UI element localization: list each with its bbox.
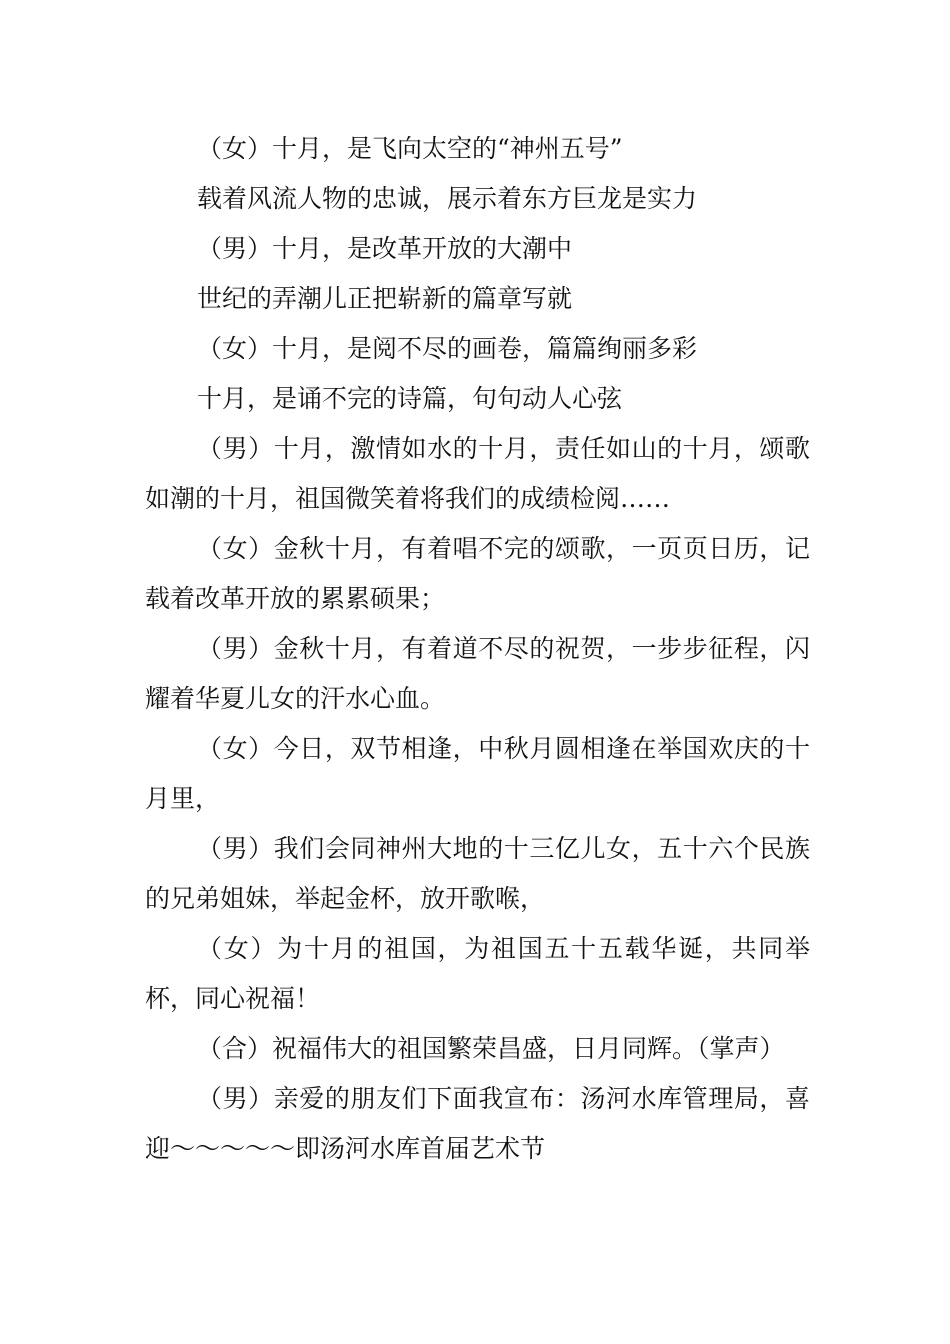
- paragraph-7: （男）十月，激情如水的十月，责任如山的十月，颂歌如潮的十月，祖国微笑着将我们的成绩检阅……: [145, 434, 810, 513]
- paragraph-6: 十月，是诵不完的诗篇，句句动人心弦: [197, 384, 623, 413]
- paragraph-4: 世纪的弄潮儿正把崭新的篇章写就: [197, 284, 573, 313]
- paragraph-12: （女）为十月的祖国，为祖国五十五载华诞，共同举杯，同心祝福！: [145, 934, 810, 1013]
- paragraph-2: 载着风流人物的忠诚，展示着东方巨龙是实力: [197, 184, 698, 213]
- paragraph-14: （男）亲爱的朋友们下面我宣布：汤河水库管理局，喜迎～～～～～即汤河水库首届艺术节: [145, 1084, 810, 1163]
- paragraph-9: （男）金秋十月，有着道不尽的祝贺，一步步征程，闪耀着华夏儿女的汗水心血。: [145, 634, 810, 713]
- paragraph-8: （女）金秋十月，有着唱不完的颂歌，一页页日历，记载着改革开放的累累硕果；: [145, 534, 810, 613]
- paragraph-11: （男）我们会同神州大地的十三亿儿女，五十六个民族的兄弟姐妹，举起金杯，放开歌喉，: [145, 834, 810, 913]
- paragraph-1: （女）十月，是飞向太空的“神州五号”: [197, 134, 623, 163]
- document-body: [145, 124, 810, 1174]
- paragraph-10: （女）今日，双节相逢，中秋月圆相逢在举国欢庆的十月里，: [145, 734, 810, 813]
- paragraph-5: （女）十月，是阅不尽的画卷，篇篇绚丽多彩: [197, 334, 698, 363]
- paragraph-13: （合）祝福伟大的祖国繁荣昌盛，日月同辉。（掌声）: [197, 1034, 785, 1063]
- paragraph-3: （男）十月，是改革开放的大潮中: [197, 234, 573, 263]
